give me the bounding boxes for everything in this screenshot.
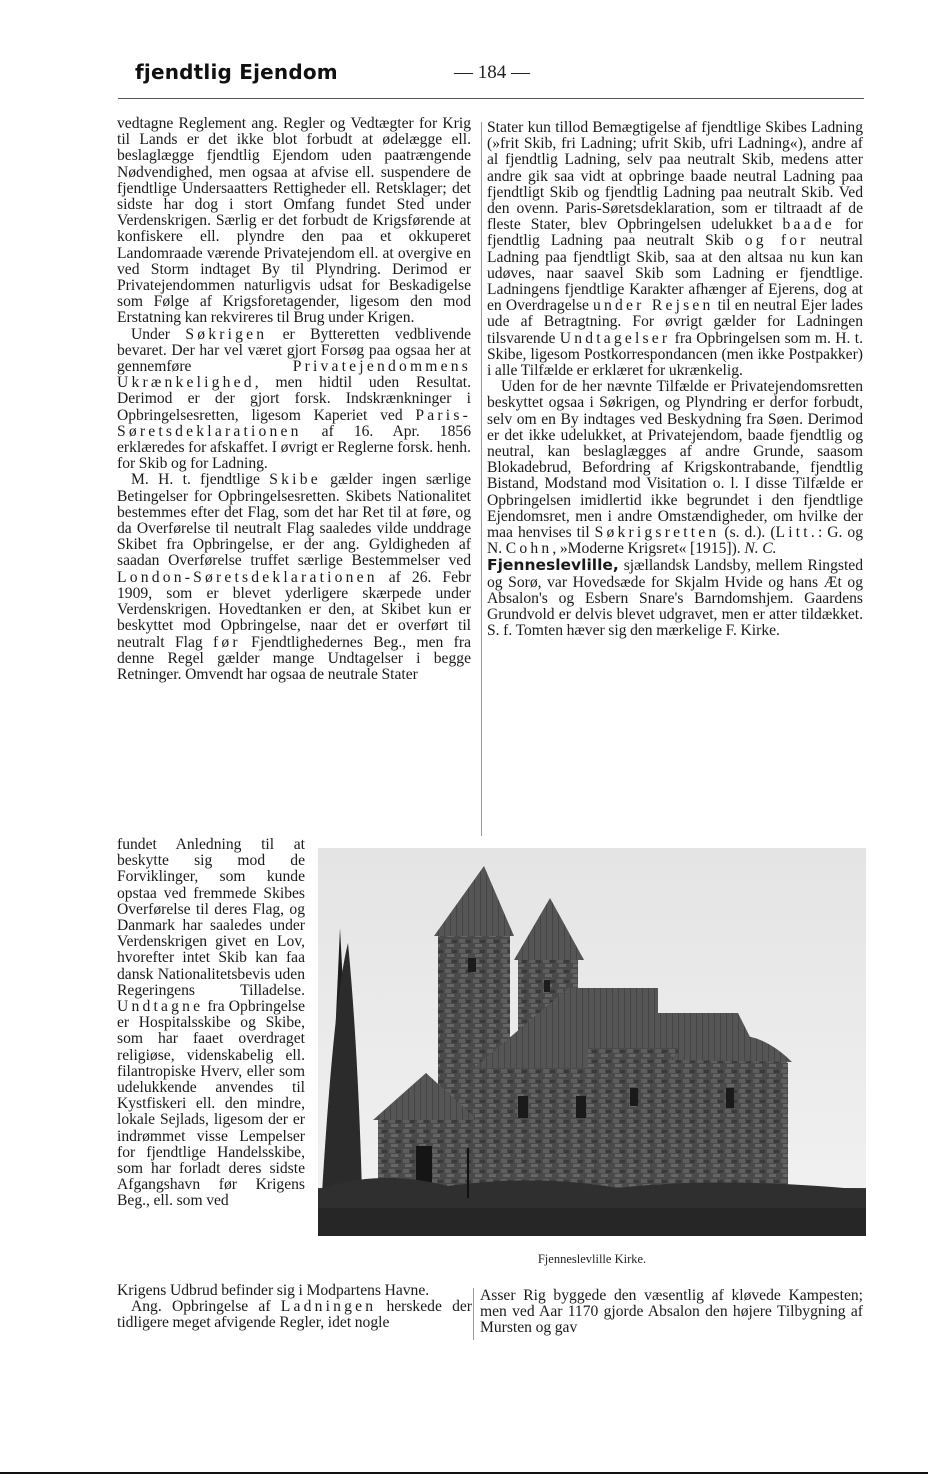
entry-headword: Fjenneslevlille, <box>487 556 619 575</box>
entry-paragraph: Fjenneslevlille, sjællandsk Landsby, mellem Ringsted og Sorø, var Hovedsæde for Skjalm Hvide og hans Æt og Absalon's og Esbern Snare's Barndomshjem. Gaardens Grundvold er delvis blevet udgravet, men er atter tildækket. S. f. Tomten hæver sig den mærkelige F. Kirke. <box>487 556 863 640</box>
left-column-narrow <box>117 837 305 1289</box>
church-illustration <box>318 848 866 1236</box>
left-column-upper <box>117 116 471 840</box>
paragraph: Ang. Opbringelse af Ladningen herskede der tidligere meget afvigende Regler, idet nogle <box>117 1298 472 1332</box>
paragraph: vedtagne Reglement ang. Regler og Vedtægter for Krig til Lands er det ikke blot forbudt at ødelægge ell. beslaglægge fjendtlig Ejendom uden paatrængende Nødvendighed, men ogsaa at afvise ell. suspendere de fjendtlige Undersaatters Rettigheder ell. Retsklager; det sidste har dog i stort Omfang fundet Sted under Verdenskrigen. Særlig er det forbudt de Krigsførende at konfiskere ell. plyndre den paa et okkuperet Landomraade værende Privatejendom ell. at overgive en ved Storm indtaget By til Plyndring. Derimod er Privatejendommen naturligvis udsat for Beskadigelse som Følge af Krigsforetagender, ligesom den mod Erstatning kan rekvireres til Brug under Krigen. <box>117 116 471 327</box>
left-column-bottom <box>117 1283 472 1343</box>
paragraph: Stater kun tillod Bemægtigelse af fjendtlige Skibes Ladning (»frit Skib, fri Ladning; ufrit Skib, ufri Ladning«), andre af al fjendtlig Ladning, selv paa neutralt Skib, medens atter andre gik saa vidt at opbringe baade neutral Ladning paa fjendtligt Skib og fjendtlig Ladning paa neutralt Skib. Ved den ovenn. Paris-Søretsdeklaration, som er tiltraadt af de fleste Stater, blev Opbringelsen udelukket baade for fjendtlig Ladning paa neutralt Skib og for neutral Ladning paa fjendtligt Skib, saa at den altsaa nu kun kan udøves, naar saavel Skib som Ladning er fjendtlige. Ladningens fjendtlige Karakter afhænger af Ejerens, dog at en Overdragelse under Rejsen til en neutral Ejer lades ude af Betragtning. For øvrigt gælder for Ladningen tilsvarende Undtagelser fra Opbringelsen som m. H. t. Skibe, ligesom Postkorrespondancen (men ikke Postpakker) i alle Tilfælde er erklæret for ukrænkelig. <box>487 120 863 380</box>
header-rule <box>118 98 864 99</box>
paragraph-continued: Asser Rig byggede den væsentlig af kløvede Kampesten; men ved Aar 1170 gjorde Absalon den højere Tilbygning af Mursten og gav <box>480 1288 863 1337</box>
church-photo <box>318 848 866 1236</box>
running-head: fjendtlig Ejendom <box>135 60 338 84</box>
paragraph: M. H. t. fjendtlige Skibe gælder ingen særlige Betingelser for Opbringelsesretten. Skibets Nationalitet bestemmes efter det Flag, som det har Ret til at føre, og da Overførelse til neutralt Flag saaledes vilde unddrage Skibet fra Opbringelse, er der ang. Gyldigheden af saadan Overførelse truffet særlige Bestemmelser ved London-Søretsdeklarationen af 26. Febr 1909, som er blevet yderligere skærpede under Verdenskrigen. Hovedtanken er den, at Skibet kun er beskyttet mod Opbringelse, naar det er overført til neutralt Flag før Fjendtlighedernes Beg., men fra denne Regel gælder mange Undtagelser i begge Retninger. Omvendt har ogsaa de neutrale Stater <box>117 471 471 683</box>
paragraph-continued: fundet Anledning til at beskytte sig mod de Forviklinger, som kunde opstaa ved fremmede Skibes Overførelse til deres Flag, og Danmark har saaledes under Verdenskrigen givet en Lov, hvorefter intet Skib kan faa dansk Nationalitetsbevis uden Regeringens Tilladelse. Undtagne fra Opbringelse er Hospitalsskibe og Skibe, som har faaet overdraget religiøse, videnskabelig ell. filantropiske Hverv, eller som udelukkende anvendes til Kystfiskeri ell. den mindre, lokale Sejlads, ligesom der er indrømmet visse Lempelser for fjendtlige Handelsskibe, som har forladt deres sidste Afgangshavn før Krigens Beg., ell. som ved <box>117 837 305 1210</box>
figure-caption: Fjenneslevlille Kirke. <box>537 1252 647 1266</box>
right-column <box>487 120 863 842</box>
author-signature: N. C. <box>744 540 777 558</box>
page-number: — 184 — <box>454 62 530 83</box>
column-divider-bottom <box>473 1288 474 1340</box>
column-divider <box>481 122 482 836</box>
right-column-bottom <box>480 1288 863 1343</box>
paragraph: Under Søkrigen er Bytteretten vedblivende bevaret. Der har vel været gjort Forsøg paa ogsaa her at gennemføre Privatejendommens Ukrænkelighed, men hidtil uden Resultat. Derimod er der gjort forsk. Indskrænkninger i Opbringelsesretten, ligesom Kaperiet ved Paris-Søretsdeklarationen af 16. Apr. 1856 erklæredes for afskaffet. I øvrigt er Reglerne forsk. henh. for Skib og for Ladning. <box>117 325 471 473</box>
paragraph-continued: Krigens Udbrud befinder sig i Modpartens Havne. <box>117 1283 430 1299</box>
page-bottom-edge <box>0 1472 928 1474</box>
paragraph: Uden for de her nævnte Tilfælde er Privatejendomsretten beskyttet ogsaa i Søkrigen, og Plyndring er derfor forbudt, selv om en By indtages ved Beskydning fra Søen. Derimod er det ikke udelukket, at Privatejendom, baade fjendtlig og neutral, kan beslaglægges af andre Grunde, saasom Blokadebrud, Befordring af Krigskontrabande, fjendtlig Bistand, Modstand mod Visitation o. l. I disse Tilfælde er Opbringelsen imidlertid ikke begrundet i den fjendtlige Ejendomsret, men i andre Omstændigheder, om hvilke der maa henvises til Søkrigsretten (s. d.). (Litt.: G. og N. Cohn, »Moderne Krigsret« [1915]). N. C. <box>487 378 863 558</box>
